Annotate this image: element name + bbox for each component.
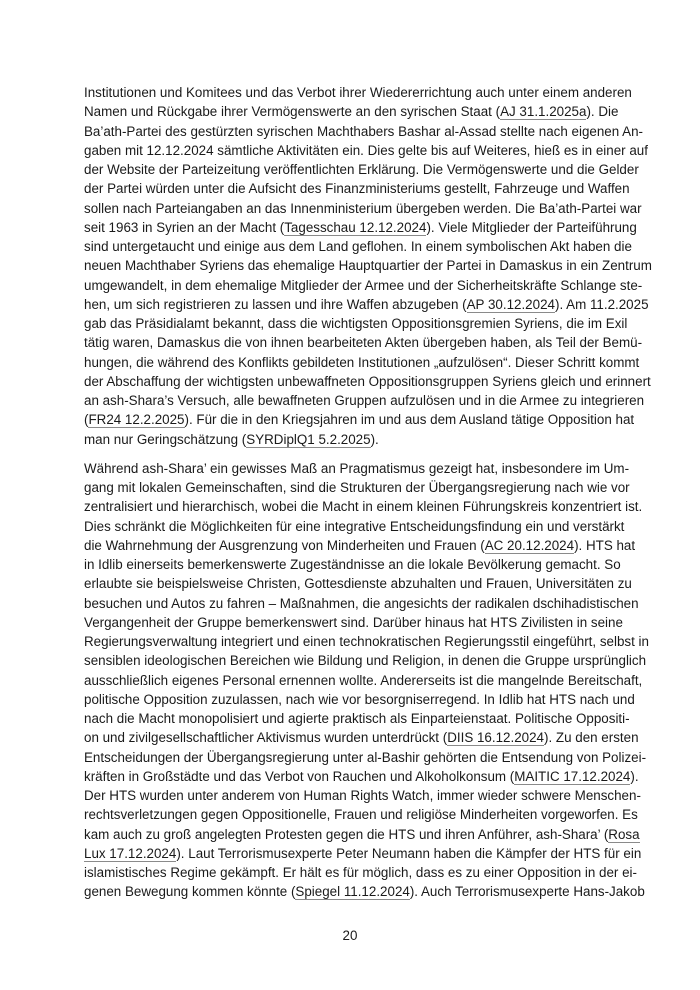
text-line [84,391,645,410]
text-line [84,671,643,690]
text-segment: gaben mit 12.12.2024 sämtliche Aktivitäten ein. Dies gelte bis auf Weiteres, hieß es in einer auf [84,142,648,158]
text-segment: Dies schränkt die Möglichkeiten für eine integrative Entscheidungsfindung ein und verstärkt [84,518,625,534]
text-line [84,179,630,198]
text-segment: sensiblen ideologischen Bereichen wie Bildung und Religion, in denen die Gruppe ursprünglich [84,653,647,669]
text-segment: gab das Präsidialamt bekannt, dass die wichtigsten Oppositionsgremien Syriens, die im Exil [84,316,628,331]
text-segment: ). Auch Terrorismusexperte Hans-Jakob [409,884,645,900]
citation-link[interactable]: DIIS 16.12.2024 [447,730,544,746]
text-line [84,295,649,314]
text-line [84,863,637,882]
text-segment: Der HTS wurden unter anderem von Human Rights Watch, immer wieder schwere Menschen- [84,788,641,803]
text-segment: der Website der Parteizeitung veröffentlichten Erklärung. Die Vermögenswerte und die Gelder [84,162,639,177]
text-line [84,690,635,709]
text-line [84,459,630,478]
text-line [84,102,617,121]
text-line [84,555,621,574]
text-line [84,517,625,536]
citation-link[interactable]: FR24 12.2.2025 [88,412,185,428]
text-segment: Ba’ath-Partei des gestürzten syrischen Machthabers Bashar al-Assad stellte nach eigenen An- [84,123,643,139]
text-segment: in Idlib einerseits bemerkenswerte Zugeständnisse an die lokale Bevölkerung gemacht. So [84,557,621,572]
text-line [84,430,617,449]
text-segment: umgewandelt, in dem ehemalige Mitglieder der Armee und der Sicherheitskräfte Schlange ste- [84,277,643,293]
text-segment: Institutionen und Komitees und das Verbot ihrer Wiedererrichtung auch unter einem anderen [84,85,632,100]
text-line [84,83,632,102]
text-segment: tätig waren, Damaskus die von ihnen bearbeiteten Akten übergeben haben, als Teil der Bemü- [84,335,643,351]
text-line [84,709,630,728]
text-segment: seit 1963 in Syrien an der Macht ( [84,219,285,235]
text-segment: der Partei würden unter die Aufsicht des Finanzministeriums gestellt, Fahrzeuge und Waffen [84,181,630,197]
text-segment: ( [84,412,89,428]
text-segment: Entscheidungen der Übergangsregierung unter al-Bashir gehörten die Entsendung von Polizei- [84,749,647,765]
text-segment: sind untergetaucht und einige aus dem Land geflohen. In einem symbolischen Akt haben die [84,239,632,254]
text-line [84,410,635,429]
text-segment: islamistisches Regime gekämpft. Er hält es für möglich, dass es zu einer Opposition in der ei- [84,865,637,880]
text-line [84,805,638,824]
text-segment: man nur Geringschätzung ( [84,431,247,447]
text-segment: Regierungsverwaltung integriert und einen technokratischen Regierungsstil eingeführt, selbst in [84,634,649,649]
text-segment: ). HTS hat [574,537,636,553]
text-line [84,728,639,747]
text-segment: neuen Machthaber Syriens das ehemalige Hauptquartier der Partei in Damaskus in ein Zentrum [84,258,652,274]
text-segment: ). Laut Terrorismusexperte Peter Neumann haben die Kämpfer der HTS für ein [176,845,642,861]
text-line [84,353,640,372]
text-segment: gang mit lokalen Gemeinschaften, sind die Strukturen der Übergangsregierung nach wie vor [84,480,630,495]
text-segment: genen Bewegung kommen könnte ( [84,884,296,900]
text-segment: hen, um sich registrieren zu lassen und ihre Waffen abzugeben ( [84,296,467,312]
paragraph [84,459,649,902]
citation-link[interactable]: Rosa [608,826,640,842]
text-segment: Namen und Rückgabe ihrer Vermögenswerte an den syrischen Staat ( [84,104,501,120]
text-segment: ). [630,768,639,784]
text-segment: besuchen und Autos zu fahren – Maßnahmen, die angesichts der radikalen dschihadistischen [84,595,639,611]
document-body [84,83,652,902]
text-line [84,651,647,670]
text-segment: sollen nach Parteiangaben an das Innenministerium übergeben werden. Die Ba’ath-Partei war [84,200,642,216]
text-segment: erlaubte sie beispielsweise Christen, Gottesdienste abzuhalten und Frauen, Universitäten zu [84,576,632,592]
text-segment: an ash-Shara’s Versuch, alle bewaffneten Gruppen aufzulösen und in die Armee zu integrieren [84,393,645,408]
text-line [84,748,647,767]
text-line [84,478,630,497]
text-segment: nach die Macht monopolisiert und agierte praktisch als Einparteienstaat. Politische Oppositi- [84,711,630,726]
citation-link[interactable]: Tagesschau 12.12.2024 [284,219,427,235]
text-segment: ). Für die in den Kriegsjahren im und aus dem Ausland tätige Opposition hat [184,412,635,428]
text-segment: ausschließlich eigenes Personal ernennen wollte. Andererseits ist die mangelnde Bereitschaft, [84,672,643,688]
text-segment: Vergangenheit der Gruppe bemerkenswert sind. Darüber hinaus hat HTS Zivilisten in seine [84,614,623,630]
text-line [84,613,623,632]
paragraph [84,83,652,449]
text-segment: Während ash-Shara’ ein gewisses Maß an Pragmatismus gezeigt hat, insbesondere im Um- [84,460,630,476]
citation-link[interactable]: Spiegel 11.12.2024 [295,884,410,900]
text-segment: ). Am 11.2.2025 [554,296,649,312]
text-line [84,314,628,333]
text-line [84,122,643,141]
text-line [84,199,642,218]
citation-link[interactable]: Lux 17.12.2024 [84,845,177,861]
text-segment: die Wahrnehmung der Ausgrenzung von Minderheiten und Frauen ( [84,537,485,553]
text-line [84,844,642,863]
text-line [84,141,648,160]
text-line [84,536,636,555]
text-segment: rechtsverletzungen gegen Oppositionelle, Frauen und religiöse Minderheiten vorgeworfen. Es [84,807,638,823]
text-line [84,497,643,516]
text-segment: on und zivilgesellschaftlicher Aktivismus wurden unterdrückt ( [84,730,448,746]
text-line [84,594,639,613]
text-segment: ). Zu den ersten [544,730,639,746]
text-line [84,160,639,179]
page-number: 20 [342,928,358,943]
text-line [84,372,651,391]
text-segment: politische Opposition zuzulassen, nach wie vor besorgniserregend. In Idlib hat HTS nach und [84,691,635,707]
citation-link[interactable]: AC 20.12.2024 [484,537,575,553]
text-segment: der Abschaffung der wichtigsten unbewaffneten Oppositionsgruppen Syriens gleich und erinnert [84,373,651,389]
text-line [84,574,632,593]
text-segment: zentralisiert und hierarchisch, wobei die Macht in einem kleinen Führungskreis konzentriert ist. [84,499,643,515]
text-line [84,333,643,352]
text-segment: kräften in Großstädte und das Verbot von Rauchen und Alkoholkonsum ( [84,768,515,784]
text-line [84,276,643,295]
citation-link[interactable]: SYRDiplQ1 5.2.2025 [246,431,371,447]
text-segment: kam auch zu groß angelegten Protesten gegen die HTS und ihren Anführer, ash-Shara’ ( [84,826,609,842]
text-line [84,237,632,256]
text-line [84,786,641,805]
citation-link[interactable]: AP 30.12.2024 [466,296,555,312]
text-line [84,256,652,275]
text-segment: ). Die [586,104,619,120]
text-segment: ). Viele Mitglieder der Parteiführung [426,219,637,235]
citation-link[interactable]: AJ 31.1.2025a [500,104,587,120]
text-line [84,882,645,901]
text-segment: ). [370,431,379,447]
text-line [84,767,639,786]
citation-link[interactable]: MAITIC 17.12.2024 [514,768,631,784]
text-segment: hungen, die während des Konflikts gebildeten Institutionen „aufzulösen“. Dieser Schritt kommt [84,354,640,370]
text-line [84,218,637,237]
text-line [84,825,640,844]
text-line [84,632,649,651]
